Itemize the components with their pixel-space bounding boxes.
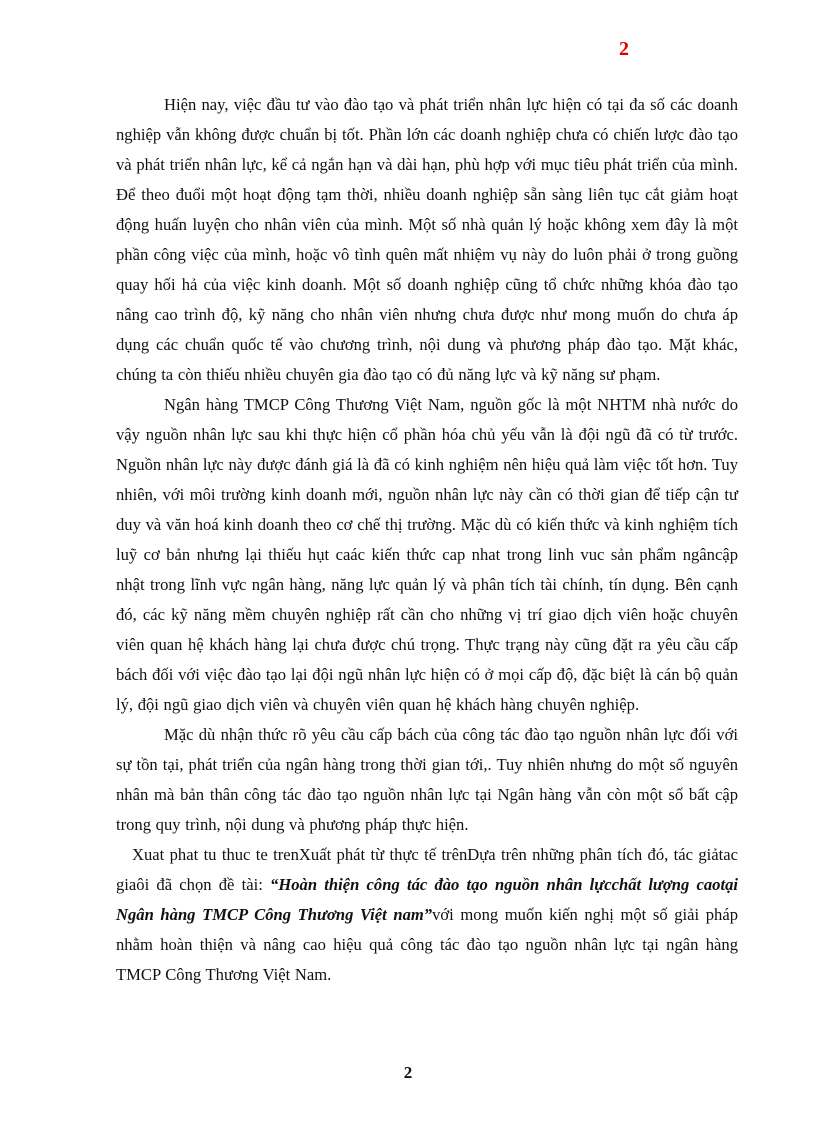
header-page-number: 2 — [619, 38, 629, 60]
paragraph-4 — [116, 840, 738, 990]
paragraph-4-intro: Xuat phat tu thuc te trenXuất phát từ thực tế trênDựa trên những phân tích đó, tác giảtac giaôi đã chọn đề tài: — [116, 845, 738, 894]
thesis-title: “Hoàn thiện công tác đào tạo nguồn nhân lựcchất lượng caotại Ngân hàng TMCP Công Thương Việt nam” — [116, 875, 738, 924]
footer-page-number: 2 — [403, 1063, 413, 1082]
paragraph-1: Hiện nay, việc đầu tư vào đào tạo và phát triển nhân lực hiện có tại đa số các doanh nghiệp vẫn không được chuẩn bị tốt. Phần lớn các doanh nghiệp chưa có chiến lược đào tạo và phát triển nhân lực, kể cả ngắn hạn và dài hạn, phù hợp với mục tiêu phát triển của mình. Để theo đuổi một hoạt động tạm thời, nhiều doanh nghiệp sẵn sàng liên tục cắt giảm hoạt động huấn luyện cho nhân viên của mình. Một số nhà quản lý hoặc không xem đây là một phần công việc của mình, hoặc vô tình quên mất nhiệm vụ này do luôn phải ở trong guồng quay hối hả của việc kinh doanh. Một số doanh nghiệp cũng tổ chức những khóa đào tạo nâng cao trình độ, kỹ năng cho nhân viên nhưng chưa được như mong muốn do chưa áp dụng các chuẩn quốc tế vào chương trình, nội dung và phương pháp đào tạo. Mặt khác, chúng ta còn thiếu nhiều chuyên gia đào tạo có đủ năng lực và kỹ năng sư phạm. — [116, 95, 738, 384]
document-body — [116, 90, 738, 990]
paragraph-3: Mặc dù nhận thức rõ yêu cầu cấp bách của công tác đào tạo nguồn nhân lực đối với sự tồn tại, phát triển của ngân hàng trong thời gian tới,. Tuy nhiên nhưng do một số nguyên nhân mà bản thân công tác đào tạo nguồn nhân lực tại Ngân hàng vẫn còn một số bất cập trong quy trình, nội dung và phương pháp thực hiện. — [116, 725, 738, 834]
paragraph-4-conclusion: với mong muốn kiến nghị một số giải pháp nhằm hoàn thiện và nâng cao hiệu quả công tác đào tạo nguồn nhân lực tại ngân hàng TMCP Công Thương Việt Nam. — [116, 905, 738, 984]
paragraph-2: Ngân hàng TMCP Công Thương Việt Nam, nguồn gốc là một NHTM nhà nước do vậy nguồn nhân lực sau khi thực hiện cổ phần hóa chủ yếu vẫn là đội ngũ đã có từ trước. Nguồn nhân lực này được đánh giá là đã có kinh nghiệm nên hiệu quả làm việc tốt hơn. Tuy nhiên, với môi trường kinh doanh mới, nguồn nhân lực này cần có thời gian để tiếp cận tư duy và văn hoá kinh doanh theo cơ chế thị trường. Mặc dù có kiến thức và kinh nghiệm tích luỹ cơ bản nhưng lại thiếu hụt caác kiến thức cap nhat trong linh vuc sản phẩm ngâncập nhật trong lĩnh vực ngân hàng, năng lực quản lý và phân tích tài chính, tín dụng. Bên cạnh đó, các kỹ năng mềm chuyên nghiệp rất cần cho những vị trí giao dịch viên hoặc chuyên viên quan hệ khách hàng lại chưa được chú trọng. Thực trạng này cũng đặt ra yêu cầu cấp bách đối với việc đào tạo lại đội ngũ nhân lực hiện có ở mọi cấp độ, đặc biệt là cán bộ quản lý, đội ngũ giao dịch viên và chuyên viên quan hệ khách hàng chuyên nghiệp. — [116, 395, 738, 714]
